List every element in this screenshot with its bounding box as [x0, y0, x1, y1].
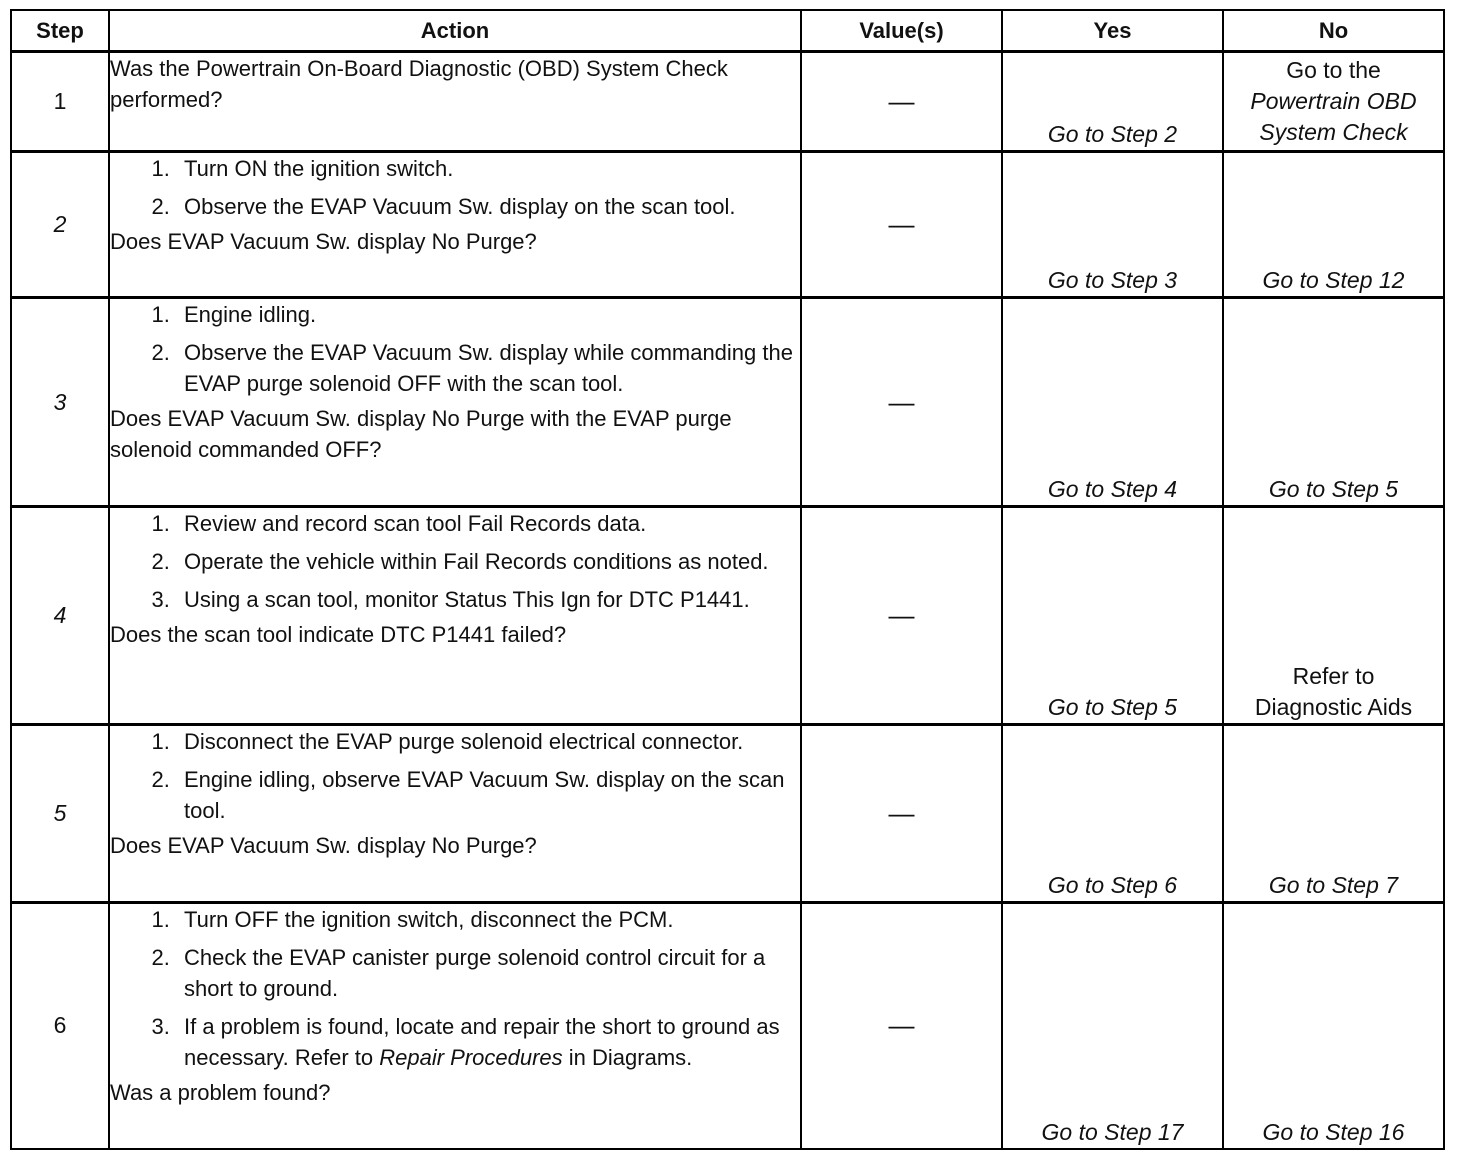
- action-cell: [109, 725, 801, 903]
- header-row: [11, 10, 1444, 52]
- no-link[interactable]: Powertrain OBD System Check: [1250, 88, 1417, 145]
- action-question: Does EVAP Vacuum Sw. display No Purge?: [110, 833, 537, 858]
- no-link[interactable]: Go to Step 5: [1268, 476, 1399, 502]
- header-yes: Yes: [1002, 10, 1223, 52]
- table-row: [11, 725, 1444, 903]
- value-cell: —: [801, 152, 1002, 298]
- diagnostic-table: [10, 9, 1445, 1150]
- substep: 1. Turn OFF the ignition switch, disconnect the PCM.: [176, 904, 800, 935]
- no-cell: [1223, 298, 1444, 507]
- header-step: Step: [11, 10, 109, 52]
- substep-text: in Diagrams.: [562, 1045, 693, 1070]
- yes-cell: [1002, 725, 1223, 903]
- value-cell: —: [801, 298, 1002, 507]
- substep-list: [110, 299, 800, 399]
- value-cell: —: [801, 725, 1002, 903]
- substep: 1. Engine idling.: [176, 299, 800, 330]
- substep: 1. Turn ON the ignition switch.: [176, 153, 800, 184]
- substep-list: [110, 153, 800, 222]
- action-cell: [109, 507, 801, 725]
- substep: 2. Check the EVAP canister purge solenoid control circuit for a short to ground.: [176, 942, 800, 1004]
- yes-link[interactable]: Go to Step 6: [1047, 872, 1178, 898]
- header-action: Action: [109, 10, 801, 52]
- yes-cell: [1002, 507, 1223, 725]
- yes-cell: [1002, 152, 1223, 298]
- substep: [176, 1011, 800, 1073]
- action-question: Was a problem found?: [110, 1080, 331, 1105]
- step-number: 1: [11, 52, 109, 152]
- step-number: 6: [11, 903, 109, 1149]
- value-cell: —: [801, 52, 1002, 152]
- step-number: 3: [11, 298, 109, 507]
- table-row: [11, 298, 1444, 507]
- no-link[interactable]: Go to Step 12: [1262, 267, 1405, 293]
- substep: 2. Engine idling, observe EVAP Vacuum Sw. display on the scan tool.: [176, 764, 800, 826]
- no-link[interactable]: Go to Step 16: [1262, 1118, 1405, 1145]
- action-question: Does EVAP Vacuum Sw. display No Purge with the EVAP purge solenoid commanded OFF?: [110, 406, 732, 462]
- value-cell: —: [801, 507, 1002, 725]
- step-number: 4: [11, 507, 109, 725]
- repair-procedures-link[interactable]: Repair Procedures: [379, 1045, 563, 1070]
- yes-cell: [1002, 52, 1223, 152]
- substep-list: [110, 904, 800, 1073]
- no-link[interactable]: Go to Step 7: [1268, 872, 1399, 898]
- action-question: Does the scan tool indicate DTC P1441 failed?: [110, 622, 567, 647]
- no-cell: [1223, 152, 1444, 298]
- substep: 1. Review and record scan tool Fail Records data.: [176, 508, 800, 539]
- no-link[interactable]: Refer to Diagnostic Aids: [1254, 663, 1413, 720]
- no-cell: [1223, 725, 1444, 903]
- substep: 2. Observe the EVAP Vacuum Sw. display on the scan tool.: [176, 191, 800, 222]
- substep-list: [110, 726, 800, 826]
- header-no: No: [1223, 10, 1444, 52]
- substep: 2. Observe the EVAP Vacuum Sw. display while commanding the EVAP purge solenoid OFF with the scan tool.: [176, 337, 800, 399]
- no-cell: [1223, 903, 1444, 1149]
- step-number: 2: [11, 152, 109, 298]
- yes-link[interactable]: Go to Step 5: [1047, 694, 1178, 720]
- no-cell: [1223, 507, 1444, 725]
- action-cell: [109, 298, 801, 507]
- table-row: [11, 152, 1444, 298]
- header-values: Value(s): [801, 10, 1002, 52]
- action-question: Was the Powertrain On-Board Diagnostic (OBD) System Check performed?: [110, 56, 728, 112]
- step-number: 5: [11, 725, 109, 903]
- action-cell: [109, 52, 801, 152]
- table-row: [11, 903, 1444, 1149]
- action-cell: [109, 903, 801, 1149]
- substep-text: If a problem is found, locate and repair the short to ground as necessary. Refer to: [184, 1014, 780, 1070]
- yes-link[interactable]: Go to Step 2: [1047, 121, 1178, 147]
- substep: 2. Operate the vehicle within Fail Records conditions as noted.: [176, 546, 800, 577]
- yes-cell: [1002, 903, 1223, 1149]
- substep: 3. Using a scan tool, monitor Status This Ign for DTC P1441.: [176, 584, 800, 615]
- yes-link[interactable]: Go to Step 17: [1041, 1118, 1184, 1145]
- yes-cell: [1002, 298, 1223, 507]
- no-cell: [1223, 52, 1444, 152]
- substep-list: [110, 508, 800, 615]
- no-text: Go to the: [1286, 57, 1381, 83]
- table-row: [11, 52, 1444, 152]
- value-cell: —: [801, 903, 1002, 1149]
- yes-link[interactable]: Go to Step 4: [1047, 476, 1178, 502]
- action-cell: [109, 152, 801, 298]
- substep: 1. Disconnect the EVAP purge solenoid electrical connector.: [176, 726, 800, 757]
- table-row: [11, 507, 1444, 725]
- yes-link[interactable]: Go to Step 3: [1047, 267, 1178, 293]
- action-question: Does EVAP Vacuum Sw. display No Purge?: [110, 229, 537, 254]
